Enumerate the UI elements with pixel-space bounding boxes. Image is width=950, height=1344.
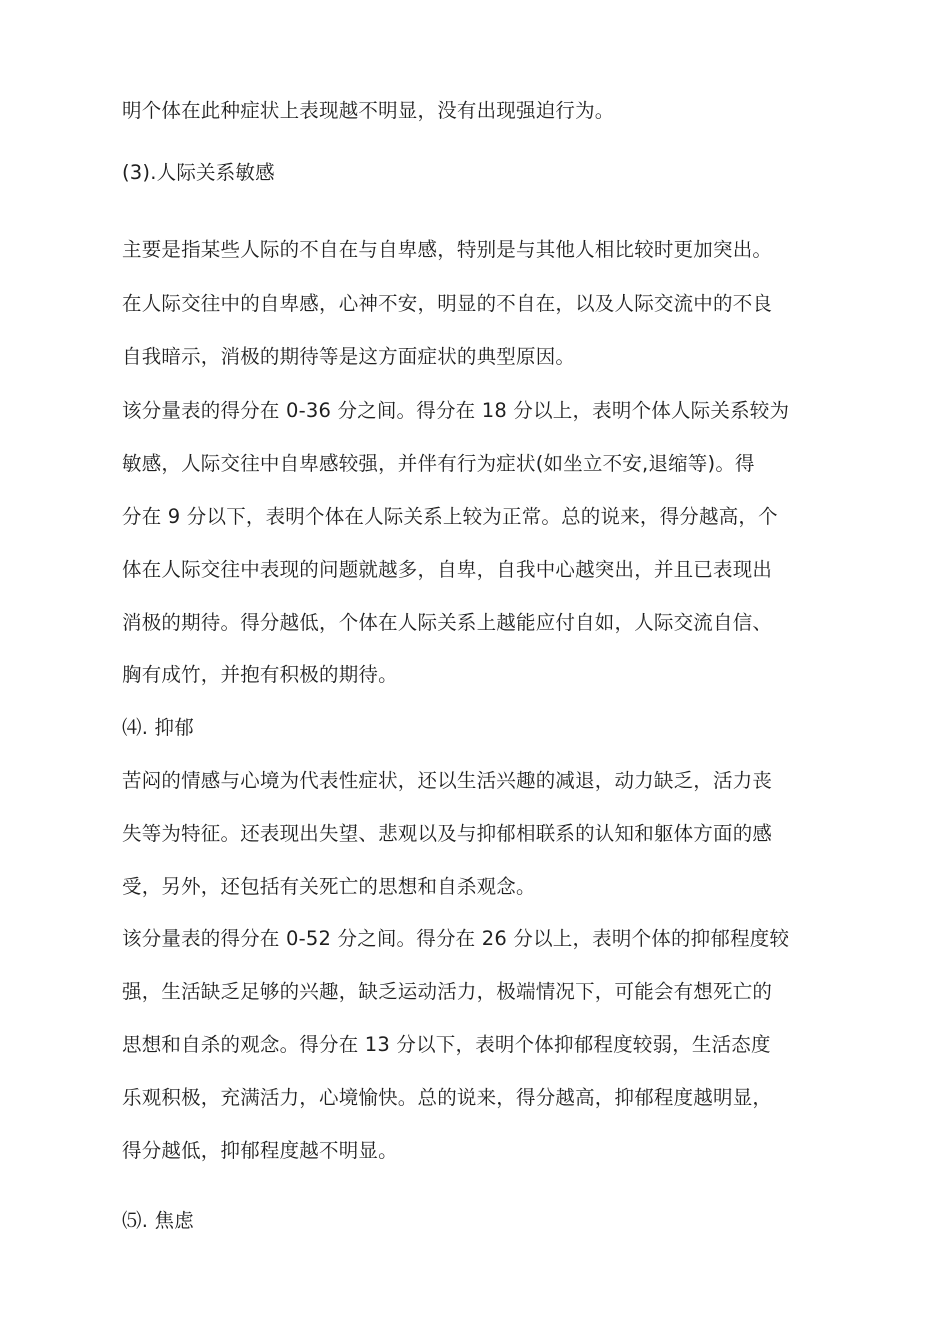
text-line: 该分量表的得分在 0-36 分之间。得分在 18 分以上，表明个体人际关系较为 xyxy=(122,399,790,422)
text-line: 受，另外，还包括有关死亡的思想和自杀观念。 xyxy=(122,875,536,898)
text-line: 该分量表的得分在 0-52 分之间。得分在 26 分以上，表明个体的抑郁程度较 xyxy=(122,927,790,950)
text-line: 得分越低，抑郁程度越不明显。 xyxy=(122,1139,398,1162)
text-line: 苦闷的情感与心境为代表性症状，还以生活兴趣的减退，动力缺乏，活力丧 xyxy=(122,769,773,792)
section-heading-5: ⑸. 焦虑 xyxy=(122,1209,194,1232)
text-line: 主要是指某些人际的不自在与自卑感，特别是与其他人相比较时更加突出。 xyxy=(122,238,773,261)
section-heading-4: ⑷. 抑郁 xyxy=(122,716,194,739)
section-heading-3: (3).人际关系敏感 xyxy=(122,161,275,184)
text-line: 自我暗示，消极的期待等是这方面症状的典型原因。 xyxy=(122,345,576,368)
text-line: 思想和自杀的观念。得分在 13 分以下，表明个体抑郁程度较弱，生活态度 xyxy=(122,1033,771,1056)
text-line: 乐观积极，充满活力，心境愉快。总的说来，得分越高，抑郁程度越明显， xyxy=(122,1086,773,1109)
text-line: 强，生活缺乏足够的兴趣，缺乏运动活力，极端情况下，可能会有想死亡的 xyxy=(122,980,773,1003)
text-line: 敏感，人际交往中自卑感较强，并伴有行为症状(如坐立不安,退缩等)。得 xyxy=(122,452,755,475)
text-line: 明个体在此种症状上表现越不明显，没有出现强迫行为。 xyxy=(122,99,615,122)
text-line: 分在 9 分以下，表明个体在人际关系上较为正常。总的说来，得分越高，个 xyxy=(122,505,778,528)
text-line: 胸有成竹，并抱有积极的期待。 xyxy=(122,663,398,686)
text-line: 在人际交往中的自卑感，心神不安，明显的不自在，以及人际交流中的不良 xyxy=(122,292,773,315)
text-line: 体在人际交往中表现的问题就越多，自卑，自我中心越突出，并且已表现出 xyxy=(122,558,773,581)
text-line: 消极的期待。得分越低，个体在人际关系上越能应付自如，人际交流自信、 xyxy=(122,611,773,634)
text-line: 失等为特征。还表现出失望、悲观以及与抑郁相联系的认知和躯体方面的感 xyxy=(122,822,773,845)
